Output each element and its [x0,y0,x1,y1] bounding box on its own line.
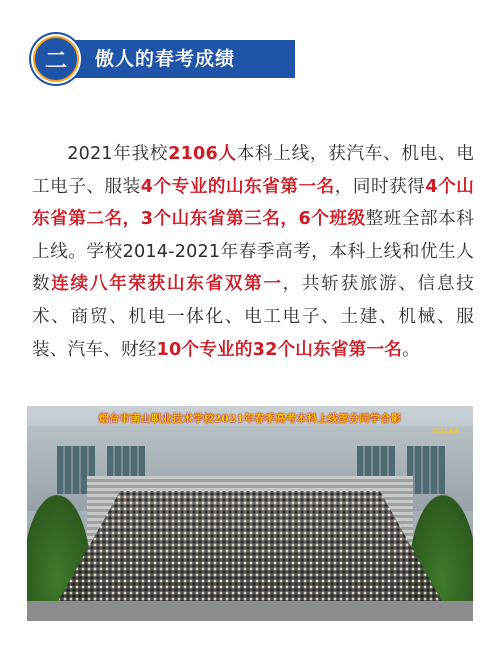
highlight-text: 2106人 [168,144,237,164]
body-text: ，同时获得 [334,176,426,197]
body-text: ，共斩获旅游、信息技术、商贸、机电一体化、电工电子、土建、机械、服装、汽车、财经 [32,274,474,360]
photo-date: 2021.6.6 [432,428,459,435]
section-title: 傲人的春考成绩 [95,48,236,70]
highlight-text: 4个山东省第二名，3个山东省第三名，6个班级 [32,176,474,230]
highlight-text: 4个专业的山东省第一名 [140,176,335,197]
body-text: 2021年我校 [67,144,169,164]
achievement-paragraph [32,138,474,366]
body-text: 本科上线，获汽车、机电、电工电子、服装 [32,144,474,197]
photo-caption: 烟台市南山职业技术学校2021年春季高考本科上线部分同学合影 [98,414,402,425]
highlight-text: 10个专业的32个山东省第一名 [156,339,403,360]
group-photo [27,406,473,621]
section-heading [33,36,295,82]
body-text: 整班全部本科上线。学校2014-2021年春季高考，本科上线和优生人数 [32,209,474,295]
highlight-text: 连续八年荣获山东省双第一 [51,274,283,295]
section-number-badge: 二 [33,36,79,82]
body-text: 。 [402,339,420,360]
